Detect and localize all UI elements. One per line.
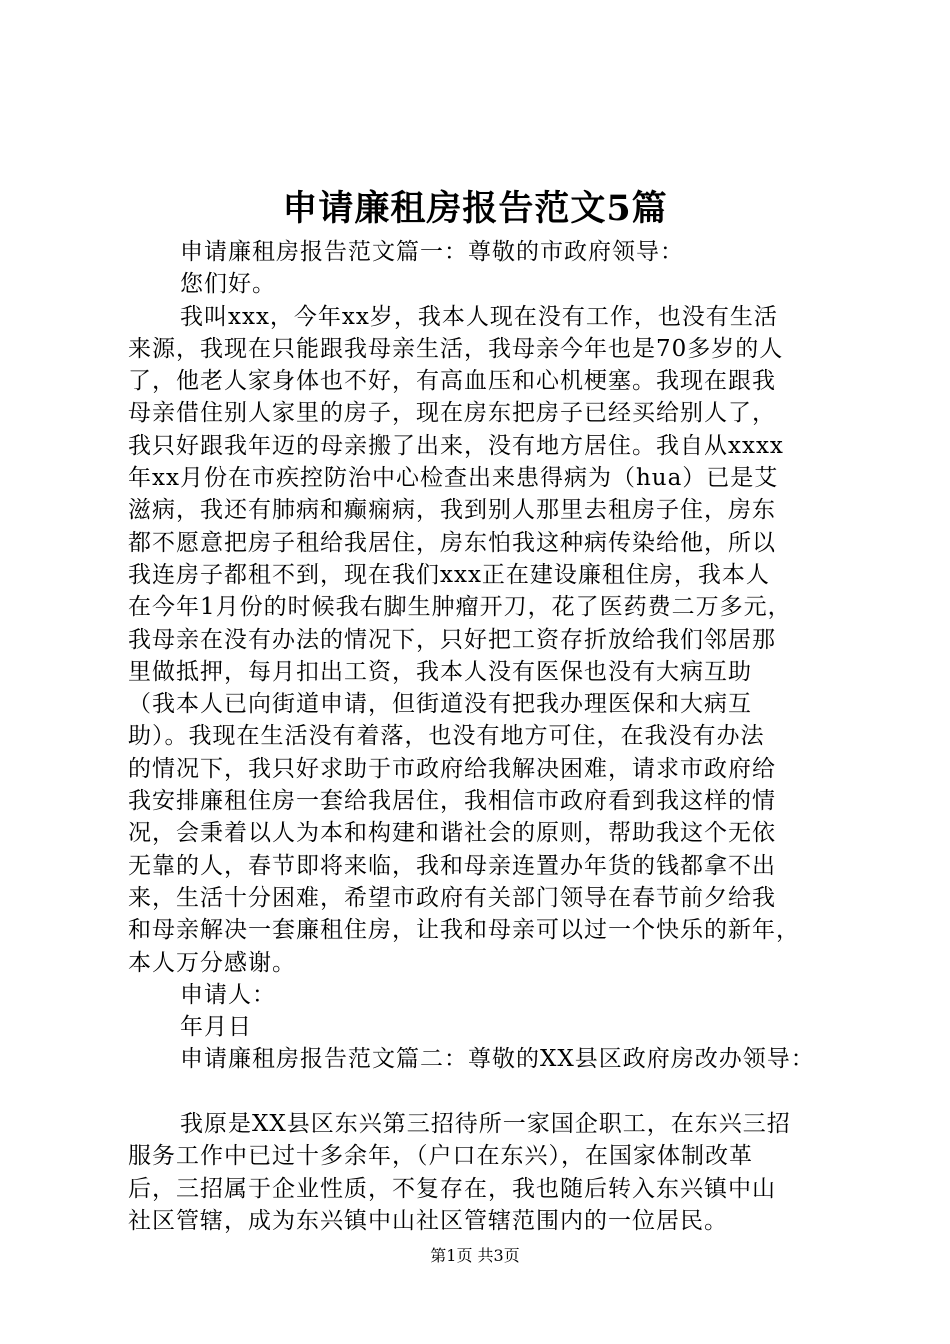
paragraph-line: 在今年1月份的时候我右脚生肿瘤开刀，花了医药费二万多元，	[128, 594, 792, 621]
document-title: 申请廉租房报告范文5篇	[282, 188, 668, 229]
paragraph-line: 本人万分感谢。	[128, 949, 296, 976]
paragraph-line: （我本人已向街道申请，但街道没有把我办理医保和大病互	[128, 691, 752, 718]
paragraph-line: 来，生活十分困难，希望市政府有关部门领导在春节前夕给我	[128, 884, 776, 911]
paragraph-line: 年xx月份在市疾控防治中心检查出来患得病为（hua）已是艾	[128, 465, 779, 492]
paragraph-line: 滋病，我还有肺病和癫痫病，我到别人那里去租房子住，房东	[128, 497, 776, 524]
date-label: 年月日	[180, 1014, 252, 1041]
paragraph-line: 无靠的人，春节即将来临，我和母亲连置办年货的钱都拿不出	[128, 852, 776, 879]
paragraph-line: 后，三招属于企业性质，不复存在，我也随后转入东兴镇中山	[128, 1175, 776, 1202]
document-body	[128, 236, 840, 1237]
paragraph-line: 况，会秉着以人为本和构建和谐社会的原则，帮助我这个无依	[128, 820, 776, 847]
paragraph-line: 助）。我现在生活没有着落，也没有地方可住，在我没有办法	[128, 723, 765, 750]
paragraph-line: 我叫xxx，今年xx岁，我本人现在没有工作，也没有生活	[180, 303, 778, 330]
paragraph-line: 服务工作中已过十多余年，（户口在东兴），在国家体制改革	[128, 1143, 753, 1170]
paragraph-line: 和母亲解决一套廉租住房，让我和母亲可以过一个快乐的新年，	[128, 917, 800, 944]
page-footer: 第1页 共3页	[430, 1246, 520, 1265]
paragraph-line: 申请廉租房报告范文篇一：尊敬的市政府领导：	[180, 239, 684, 265]
paragraph-line: 都不愿意把房子租给我居住，房东怕我这种病传染给他，所以	[128, 529, 776, 556]
signature-label: 申请人：	[180, 981, 276, 1008]
paragraph-line: 社区管辖，成为东兴镇中山社区管辖范围内的一位居民。	[128, 1207, 728, 1234]
paragraph-line: 里做抵押，每月扣出工资，我本人没有医保也没有大病互助	[128, 658, 752, 685]
paragraph-line: 来源，我现在只能跟我母亲生活，我母亲今年也是70多岁的人	[128, 335, 784, 362]
paragraph-line: 我安排廉租住房一套给我居住，我相信市政府看到我这样的情	[128, 788, 776, 815]
paragraph-line: 您们好。	[180, 271, 276, 298]
paragraph-line: 的情况下，我只好求助于市政府给我解决困难，请求市政府给	[128, 755, 776, 782]
paragraph-line: 母亲借住别人家里的房子，现在房东把房子已经买给别人了，	[128, 400, 776, 427]
blank-line	[128, 1076, 840, 1108]
paragraph-line: 我只好跟我年迈的母亲搬了出来，没有地方居住。我自从xxxx	[128, 432, 784, 459]
paragraph-line: 我连房子都租不到，现在我们xxx正在建设廉租住房，我本人	[128, 561, 770, 588]
paragraph-line: 了，他老人家身体也不好，有高血压和心机梗塞。我现在跟我	[128, 368, 776, 395]
section-heading: 申请廉租房报告范文篇二：尊敬的XX县区政府房改办领导：	[180, 1046, 815, 1073]
paragraph-line: 我母亲在没有办法的情况下，只好把工资存折放给我们邻居那	[128, 626, 776, 653]
paragraph-line: 我原是XX县区东兴第三招待所一家国企职工，在东兴三招	[180, 1111, 791, 1138]
